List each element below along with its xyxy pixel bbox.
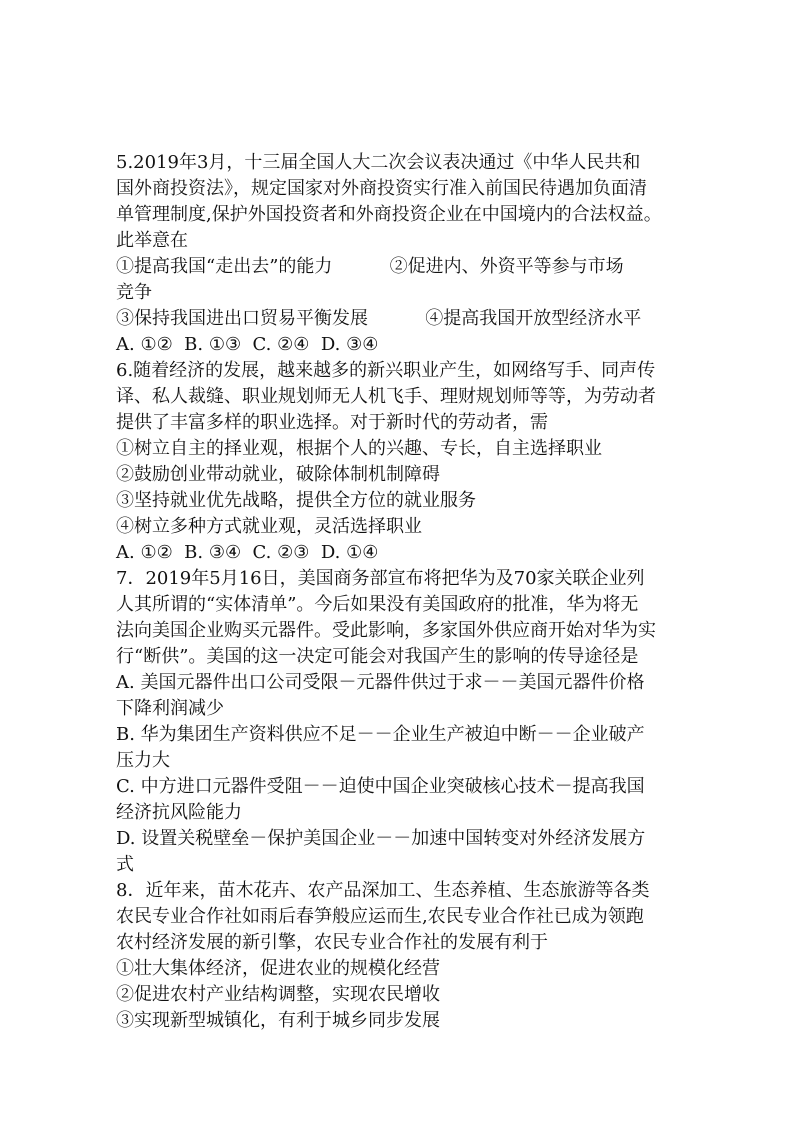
option-line: C. 中方进口元器件受阻－－迫使中国企业突破核心技术－提高我国 [116, 776, 645, 797]
question-text-line: 单管理制度,保护外国投资者和外商投资企业在中国境内的合法权益。 [116, 204, 662, 225]
question-text-line: 5.2019年3月，十三届全国人大二次会议表决通过《中华人民共和 [116, 152, 641, 173]
option-line: ①树立自主的择业观，根据个人的兴趣、专长，自主选择职业 [116, 438, 602, 459]
question-text-line: 农村经济发展的新引擎，农民专业合作社的发展有利于 [116, 932, 548, 953]
option-line: ②鼓励创业带动就业，破除体制机制障碍 [116, 464, 440, 485]
question-text-line: 农民专业合作社如雨后春笋般应运而生,农民专业合作社已成为领跑 [116, 906, 644, 927]
option-line: 压力大 [116, 750, 170, 771]
option-line: D. 设置关税壁垒－保护美国企业－－加速中国转变对外经济发展方 [116, 828, 646, 849]
answer-choices: A. ①② B. ③④ C. ②③ D. ①④ [116, 542, 379, 563]
option-line: A. 美国元器件出口公司受限－元器件供过于求－－美国元器件价格 [116, 672, 645, 693]
option-line: B. 华为集团生产资料供应不足－－企业生产被迫中断－－企业破产 [116, 724, 645, 745]
option-line: ③坚持就业优先战略，提供全方位的就业服务 [116, 490, 476, 511]
option-line: ④树立多种方式就业观，灵活选择职业 [116, 516, 422, 537]
option-line: ③保持我国进出口贸易平衡发展 ④提高我国开放型经济水平 [116, 308, 642, 329]
option-line: ①壮大集体经济，促进农业的规模化经营 [116, 958, 440, 979]
question-text-line: 7．2019年5月16日，美国商务部宣布将把华为及70家关联企业列 [116, 568, 645, 589]
question-text-line: 6.随着经济的发展，越来越多的新兴职业产生，如网络写手、同声传 [116, 360, 656, 381]
option-line: ②促进农村产业结构调整，实现农民增收 [116, 984, 440, 1005]
question-text-line: 提供了丰富多样的职业选择。对于新时代的劳动者，需 [116, 412, 548, 433]
option-line: 式 [116, 854, 134, 875]
question-text-line: 行“断供”。美国的这一决定可能会对我国产生的影响的传导途径是 [116, 646, 639, 667]
question-text-line: 国外商投资法》，规定国家对外商投资实行准入前国民待遇加负面清 [116, 178, 647, 199]
question-text-line: 8．近年来，苗木花卉、农产品深加工、生态养植、生态旅游等各类 [116, 880, 650, 901]
option-line: ①提高我国“走出去”的能力 ②促进内、外资平等参与市场 [116, 256, 624, 277]
option-line: 下降利润减少 [116, 698, 224, 719]
option-line: 竞争 [116, 282, 152, 303]
question-text-line: 法向美国企业购买元器件。受此影响，多家国外供应商开始对华为实 [116, 620, 656, 641]
option-line: ③实现新型城镇化，有利于城乡同步发展 [116, 1010, 440, 1031]
question-text-line: 此举意在 [116, 230, 188, 251]
option-line: 经济抗风险能力 [116, 802, 242, 823]
question-text-line: 译、私人裁缝、职业规划师无人机飞手、理财规划师等等，为劳动者 [116, 386, 656, 407]
answer-choices: A. ①② B. ①③ C. ②④ D. ③④ [116, 334, 379, 355]
question-text-line: 人其所谓的“实体清单”。今后如果没有美国政府的批准，华为将无 [116, 594, 639, 615]
